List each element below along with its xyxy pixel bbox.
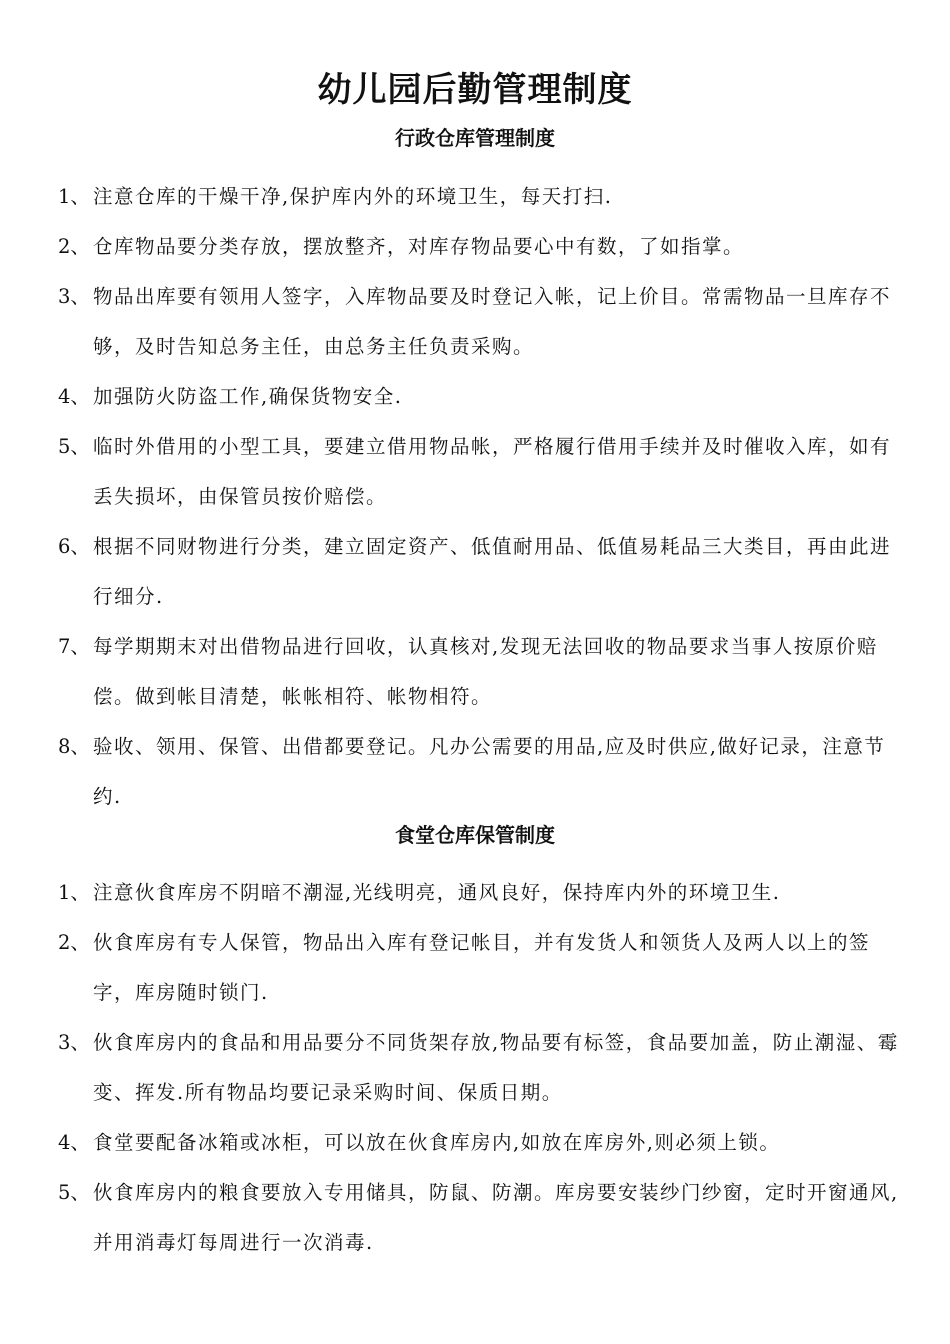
item-number: 3、 [58,285,90,308]
section-title-admin-warehouse: 行政仓库管理制度 [395,126,555,150]
item-number: 4、 [58,385,90,408]
document-title: 幼儿园后勤管理制度 [317,70,633,110]
item-text: 伙食库房内的食品和用品要分不同货架存放,物品要有标签，食品要加盖，防止潮湿、霉变、挥发.所有物品均要记录采购时间、保质日期。 [93,1031,899,1104]
list-item [58,1018,908,1118]
item-number: 5、 [58,1181,90,1204]
item-text: 加强防火防盗工作,确保货物安全. [93,385,403,408]
item-text: 注意仓库的干燥干净,保护库内外的环境卫生，每天打扫. [93,185,613,208]
item-text: 每学期期末对出借物品进行回收，认真核对,发现无法回收的物品要求当事人按原价赔偿。做到帐目清楚，帐帐相符、帐物相符。 [93,635,878,708]
item-number: 1、 [58,881,90,904]
section-title-canteen-warehouse: 食堂仓库保管制度 [395,823,555,847]
list-item [58,172,908,222]
item-text: 根据不同财物进行分类，建立固定资产、低值耐用品、低值易耗品三大类目，再由此进行细分. [93,535,892,608]
item-number: 3、 [58,1031,90,1054]
item-number: 7、 [58,635,90,658]
list-item [58,622,908,722]
list-item [58,422,908,522]
list-item [58,1118,908,1168]
item-text: 伙食库房内的粮食要放入专用储具，防鼠、防潮。库房要安装纱门纱窗，定时开窗通风,并用消毒灯每周进行一次消毒. [93,1181,899,1254]
item-number: 2、 [58,235,90,258]
item-text: 验收、领用、保管、出借都要登记。凡办公需要的用品,应及时供应,做好记录，注意节约. [93,735,886,808]
item-number: 1、 [58,185,90,208]
item-number: 5、 [58,435,90,458]
item-number: 8、 [58,735,90,758]
list-item [58,272,908,372]
list-item [58,1168,908,1268]
list-item [58,918,908,1018]
list-item [58,222,908,272]
item-text: 物品出库要有领用人签字，入库物品要及时登记入帐，记上价目。常需物品一旦库存不够，及时告知总务主任，由总务主任负责采购。 [93,285,892,358]
list-item [58,868,908,918]
item-text: 临时外借用的小型工具，要建立借用物品帐，严格履行借用手续并及时催收入库，如有丢失损坏，由保管员按价赔偿。 [93,435,892,508]
canteen-warehouse-rules-list [58,868,908,1268]
item-text: 注意伙食库房不阴暗不潮湿,光线明亮，通风良好，保持库内外的环境卫生. [93,881,781,904]
item-text: 食堂要配备冰箱或冰柜，可以放在伙食库房内,如放在库房外,则必须上锁。 [93,1131,781,1154]
list-item [58,522,908,622]
item-text: 伙食库房有专人保管，物品出入库有登记帐目，并有发货人和领货人及两人以上的签字，库房随时锁门. [93,931,871,1004]
list-item [58,722,908,822]
item-number: 6、 [58,535,90,558]
item-text: 仓库物品要分类存放，摆放整齐，对库存物品要心中有数，了如指掌。 [93,235,745,258]
admin-warehouse-rules-list [58,172,908,822]
item-number: 4、 [58,1131,90,1154]
item-number: 2、 [58,931,90,954]
list-item [58,372,908,422]
